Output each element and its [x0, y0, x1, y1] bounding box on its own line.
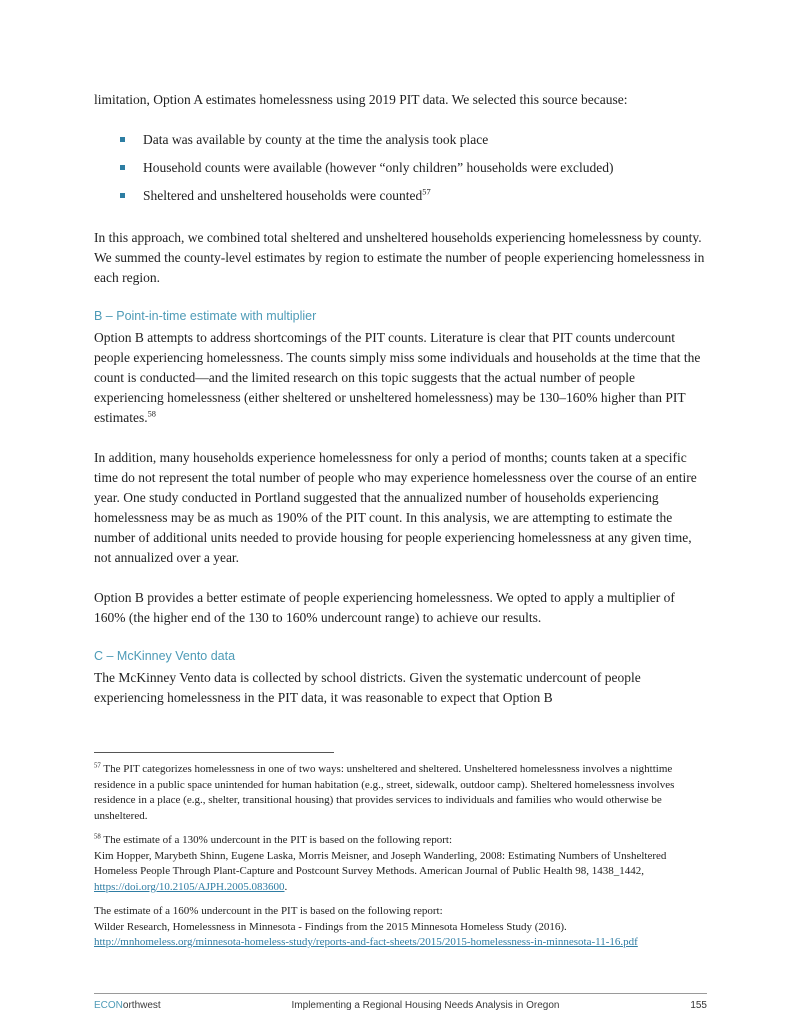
- footnote-ref-58: 58: [147, 409, 156, 419]
- footnote-divider: [94, 752, 334, 753]
- brand-orthwest: orthwest: [122, 1000, 161, 1011]
- footnotes-section: [94, 752, 707, 960]
- footnote-58-line-4: Wilder Research, Homelessness in Minnesota - Findings from the 2015 Minnesota Homeless Study (2016).: [94, 920, 567, 933]
- bullet-text: Data was available by county at the time the analysis took place: [143, 132, 489, 147]
- footnote-58-marker: 58: [94, 833, 101, 841]
- econorthwest-logo: [94, 1000, 161, 1011]
- page-footer: [94, 993, 707, 1011]
- footnote-ref-57: 57: [422, 187, 431, 197]
- bullet-text-main: Sheltered and unsheltered households were counted: [143, 188, 423, 203]
- paragraph-option-b-3: Option B provides a better estimate of people experiencing homelessness. We opted to apply a multiplier of 160% (the higher end of the 130 to 160% undercount range) to achieve our results.: [94, 590, 675, 625]
- bullet-square-icon: [120, 137, 125, 142]
- list-item: [120, 158, 707, 178]
- footer-page-number: 155: [690, 1000, 707, 1011]
- bullet-square-icon: [120, 165, 125, 170]
- paragraph-option-b-2: In addition, many households experience homelessness for only a period of months; counts taken at a specific time do not represent the total number of people who may experience homelessness over the course of an entire year. One study conducted in Portland suggested that the annualized number of households experiencing homelessness may be as much as 190% of the PIT count. In this analysis, we are attempting to estimate the number of additional units needed to provide housing for people experiencing homelessness at any given time, not annualized over a year.: [94, 450, 697, 565]
- brand-econ: ECON: [94, 1000, 123, 1011]
- footnote-57-text: The PIT categorizes homelessness in one of two ways: unsheltered and sheltered. Unsheltered homelessness involves a nighttime residence in a public space unintended for human habitation (e.g., street, sidewalk, outdoor camp). Sheltered homelessness involves residence in a place (e.g., shelter, transitional housing) that provides services to individuals and families who would otherwise be unsheltered.: [94, 763, 675, 822]
- footnote-58-line-1: The estimate of a 130% undercount in the PIT is based on the following report:: [100, 834, 453, 846]
- footnote-58-part-1: [94, 833, 707, 895]
- mnhomeless-link[interactable]: http://mnhomeless.org/minnesota-homeless-study/reports-and-fact-sheets/2015/2015-homelessness-in-minnesota-11-16.pdf: [94, 936, 638, 948]
- bullet-square-icon: [120, 193, 125, 198]
- doi-link[interactable]: https://doi.org/10.2105/AJPH.2005.083600: [94, 880, 285, 893]
- paragraph-option-c-1: The McKinney Vento data is collected by school districts. Given the systematic undercount of people experiencing homelessness in the PIT data, it was reasonable to expect that Option B: [94, 670, 641, 705]
- footnote-57-marker: 57: [94, 762, 101, 770]
- footnote-58-part-2: [94, 904, 707, 951]
- bullet-text: Household counts were available (however “only children” households were excluded): [143, 160, 614, 175]
- list-item: [120, 130, 707, 150]
- footnote-58-period: .: [284, 880, 288, 893]
- bullet-list: [94, 130, 707, 206]
- footer-document-title: Implementing a Regional Housing Needs Analysis in Oregon: [291, 1000, 560, 1011]
- page-body: [94, 90, 707, 728]
- paragraph-approach: In this approach, we combined total sheltered and unsheltered households experiencing homelessness by county. We summed the county-level estimates by region to estimate the number of people experiencing homelessness in each region.: [94, 230, 705, 285]
- paragraph-text: Option B attempts to address shortcomings of the PIT counts. Literature is clear that PIT counts undercount people experiencing homelessness. The counts simply miss some individuals and households at the time that the count is conducted—and the limited research on this topic suggests that the actual number of people experiencing homelessness (either sheltered or unsheltered homelessness) may be 130–160% higher than PIT estimates.: [94, 330, 701, 425]
- intro-paragraph: limitation, Option A estimates homelessness using 2019 PIT data. We selected this source because:: [94, 92, 628, 107]
- footnote-57: [94, 762, 707, 824]
- heading-option-c: C – McKinney Vento data: [94, 649, 236, 663]
- paragraph-option-b-1: [94, 328, 707, 428]
- footnote-58-line-2: Kim Hopper, Marybeth Shinn, Eugene Laska, Morris Meisner, and Joseph Wanderling, 2008: Estimating Numbers of Unsheltered Homeless People Through Plant-Capture and Postcount Survey Methods. American Journal of Public Health 98, 1438_1442,: [94, 849, 667, 877]
- list-item: [120, 186, 707, 206]
- bullet-text: [143, 186, 431, 206]
- footnote-58-line-3: The estimate of a 160% undercount in the PIT is based on the following report:: [94, 905, 443, 917]
- heading-option-b: B – Point-in-time estimate with multiplier: [94, 309, 317, 323]
